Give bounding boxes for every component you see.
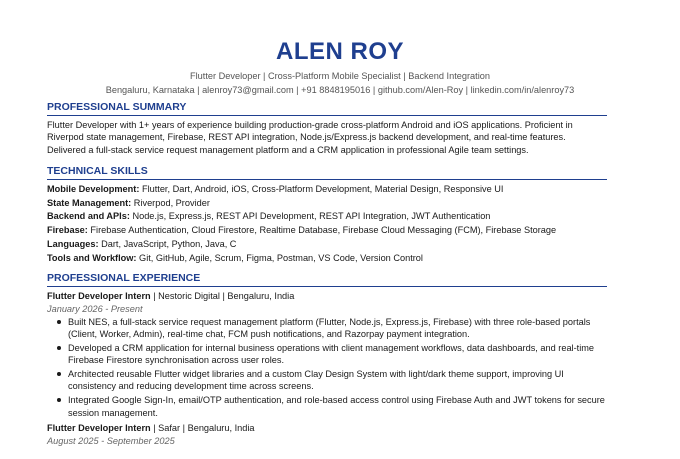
experience-title: PROFESSIONAL EXPERIENCE xyxy=(47,272,607,287)
summary-text: Flutter Developer with 1+ years of experience building production-grade cross-platform Android and iOS applications. Proficient in Riverpod state management, Firebase, REST API integration, Node.js/Express.js backend development, and real-time features. Delivered a full-stack service request management platform and a CRM application in professional Agile team settings. xyxy=(47,120,573,155)
job-details: | Safar | Bengaluru, India xyxy=(150,422,255,433)
skill-row xyxy=(47,183,607,197)
bullet-item: Architected reusable Flutter widget libraries and a custom Clay Design System with light/dark theme support, improving UI consistency and reducing development time across screens. xyxy=(68,368,607,393)
skill-value: Dart, JavaScript, Python, Java, C xyxy=(98,238,237,249)
job-date: August 2025 - September 2025 xyxy=(47,435,175,446)
job-bullets xyxy=(47,316,607,419)
job-role: Flutter Developer Intern xyxy=(47,422,151,433)
job-role: Flutter Developer Intern xyxy=(47,291,151,301)
skill-value: Riverpod, Provider xyxy=(131,197,210,208)
job-date: January 2026 - Present xyxy=(47,304,143,314)
bullet-item: Built NES, a full-stack service request management platform (Flutter, Node.js, Express.js, Firebase) with three role-based portals (Client, Worker, Admin), real-time chat, FCM push notifications, and Razorpay payment integration. xyxy=(68,316,607,341)
job-details: | Nestoric Digital | Bengaluru, India xyxy=(150,291,295,301)
summary-title: PROFESSIONAL SUMMARY xyxy=(47,101,607,116)
skill-label: Firebase: xyxy=(47,225,88,236)
skills-list xyxy=(47,183,607,265)
skill-row xyxy=(47,252,607,266)
job-heading xyxy=(47,422,607,435)
skill-row xyxy=(47,197,607,211)
summary-section xyxy=(47,101,607,156)
bullet-item: Developed a CRM application for internal business operations with client management workflows, data dashboards, and real-time Firebase Firestore synchronisation across user roles. xyxy=(68,342,607,367)
skill-value: Node.js, Express.js, REST API Development, REST API Integration, JWT Authentication xyxy=(129,211,491,222)
job-heading xyxy=(47,290,607,303)
contact-line: Bengaluru, Karnataka | alenroy73@gmail.com | +91 8848195016 | github.com/Alen-Roy | linkedin.com/in/alenroy73 xyxy=(105,85,575,95)
candidate-name: ALEN ROY xyxy=(275,38,404,65)
bullet-item: Integrated Google Sign-In, email/OTP authentication, and role-based access control using Firebase Auth and JWT tokens for secure session management. xyxy=(68,394,607,419)
skills-section xyxy=(47,165,607,265)
skill-row xyxy=(47,210,607,224)
skill-label: Tools and Workflow: xyxy=(47,252,137,263)
skill-row xyxy=(47,224,607,238)
skill-label: Mobile Development: xyxy=(47,184,140,194)
experience-section xyxy=(47,272,607,447)
tagline: Flutter Developer | Cross-Platform Mobile Specialist | Backend Integration xyxy=(190,71,490,81)
job-entry xyxy=(47,422,607,447)
skill-label: Languages: xyxy=(47,238,99,249)
skill-value: Firebase Authentication, Cloud Firestore, Realtime Database, Firebase Cloud Messaging (FCM), Firebase Storage xyxy=(87,225,557,236)
skill-label: Backend and APIs: xyxy=(47,211,130,222)
skill-value: Git, GitHub, Agile, Scrum, Figma, Postman, VS Code, Version Control xyxy=(136,252,423,263)
job-entry xyxy=(47,290,607,419)
skill-label: State Management: xyxy=(47,197,132,208)
skills-title: TECHNICAL SKILLS xyxy=(47,165,607,180)
skill-row xyxy=(47,238,607,252)
skill-value: Flutter, Dart, Android, iOS, Cross-Platform Development, Material Design, Responsive UI xyxy=(139,184,504,194)
